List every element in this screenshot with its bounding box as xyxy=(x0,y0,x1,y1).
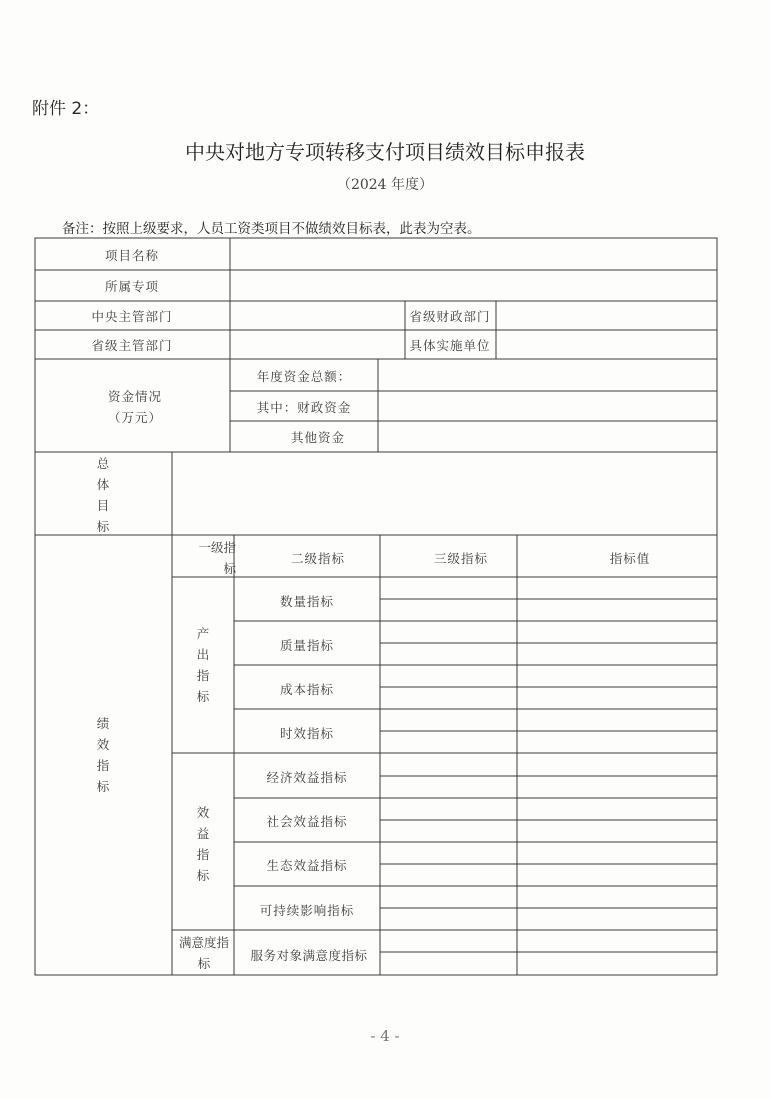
sustainable-indicator-label: 可持续影响指标 xyxy=(259,903,355,918)
social-indicator-label: 社会效益指标 xyxy=(266,814,348,829)
quality-indicator-label: 质量指标 xyxy=(279,638,335,653)
level1-header: 一级指标 xyxy=(198,540,236,576)
form-title: 中央对地方专项转移支付项目绩效目标申报表 xyxy=(185,140,585,164)
funds-unit-label: （万元） xyxy=(107,410,163,425)
impl-unit-label: 具体实施单位 xyxy=(409,338,491,353)
form-note: 备注：按照上级要求，人员工资类项目不做绩效目标表，此表为空表。 xyxy=(62,221,481,237)
economic-indicator-label: 经济效益指标 xyxy=(266,770,348,785)
page-number: - 4 - xyxy=(370,1027,400,1045)
performance-indicators-label: 绩效指标 xyxy=(96,716,110,794)
prov-dept-label: 省级主管部门 xyxy=(91,338,173,353)
benefit-indicators-label: 效益指标 xyxy=(196,805,210,883)
satisfaction-indicators-label: 满意度指标 xyxy=(178,935,229,971)
attachment-label: 附件 2： xyxy=(32,99,100,119)
other-funds-label: 其他资金 xyxy=(290,430,346,445)
form-year: （2024 年度） xyxy=(336,177,434,193)
annual-total-label: 年度资金总额： xyxy=(256,369,352,384)
timeliness-indicator-label: 时效指标 xyxy=(279,726,335,741)
cost-indicator-label: 成本指标 xyxy=(279,682,335,697)
overall-goal-label: 总体目标 xyxy=(96,456,110,534)
fiscal-funds-label: 其中：财政资金 xyxy=(256,400,352,415)
project-name-label: 项目名称 xyxy=(104,248,160,263)
funds-label: 资金情况 xyxy=(107,389,163,404)
prov-finance-dept-label: 省级财政部门 xyxy=(409,309,491,324)
level2-header: 二级指标 xyxy=(290,551,346,566)
quantity-indicator-label: 数量指标 xyxy=(279,594,335,609)
value-header: 指标值 xyxy=(609,551,651,566)
special-item-label: 所属专项 xyxy=(104,279,160,294)
output-indicators-label: 产出指标 xyxy=(196,626,210,704)
central-dept-label: 中央主管部门 xyxy=(91,309,173,324)
ecological-indicator-label: 生态效益指标 xyxy=(266,858,348,873)
service-satisfaction-label: 服务对象满意度指标 xyxy=(250,948,368,963)
level3-header: 三级指标 xyxy=(433,551,489,566)
